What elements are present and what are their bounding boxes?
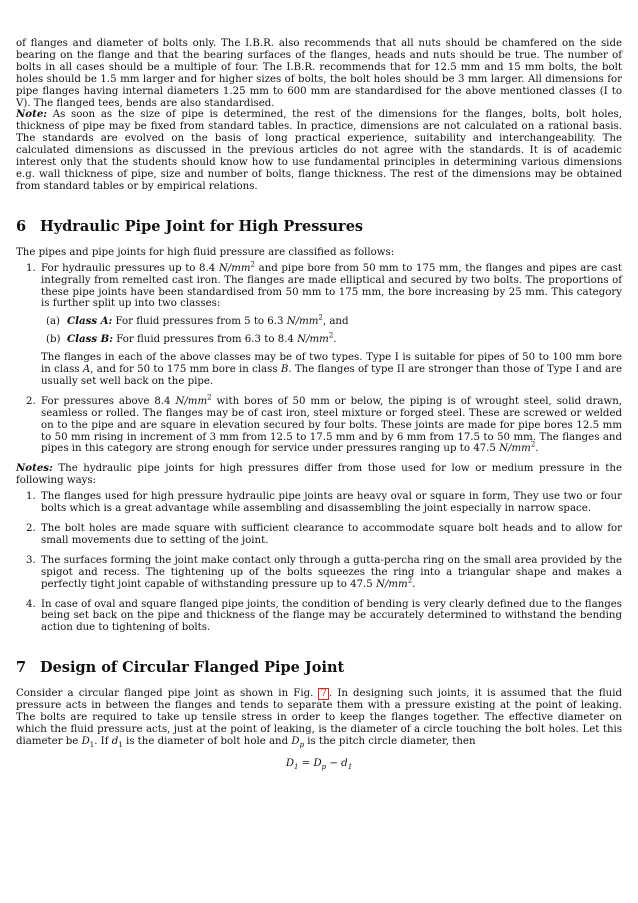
list-item: (a) Class A: For fluid pressures from 5 to 6.3 $N/mm^2$, and	[46, 313, 349, 328]
intro-paragraph: of flanges and diameter of bolts only. The I.B.R. also recommends that all nuts should be chamfered on the side bearing on the flange and that the bearing surfaces of the flanges, heads and nuts should be true. The number of bolts in all cases should be a multiple of four. The I.B.R. recommends that for 12.5 mm and 15 mm bolts, the bolt holes should be 1.5 mm larger and for higher sizes of bolts, the bolt holes should be 3 mm larger. All dimensions for pipe flanges having internal diameters 1.25 mm to 600 mm are standardised for the above mentioned classes (I to V). The flanged tees, bends are also standardised.	[16, 38, 622, 109]
section-7-heading	[16, 660, 622, 676]
section-7-title: Design of Circular Flanged Pipe Joint	[40, 659, 345, 677]
list-item: 3. The surfaces forming the joint make contact only through a gutta-percha ring on the small area provided by the spigot and recess. The tightening up of the bolts squeezes the ring into a triangular shape and makes a perfectly tight joint capable of withstanding pressure up to 47.5 $N/mm^2$.	[26, 554, 622, 590]
classification-list	[16, 260, 623, 456]
list-item: (b) Class B: For fluid pressures from 6.3 to 8.4 $N/mm^2$.	[46, 331, 337, 346]
figure-link[interactable]: 7	[320, 688, 327, 700]
list-item: 1. The flanges used for high pressure hydraulic pipe joints are heavy oval or square in form, They use two or four bolts which is a great advantage while assembling and disassembling the joint especially in narrow space.	[26, 491, 622, 515]
note-paragraph	[16, 109, 622, 192]
list-marker: 1.	[26, 262, 36, 274]
list-item: 4. In case of oval and square flanged pipe joints, the condition of bending is very clearly defined due to the flanges being set back on the pipe and thickness of the flange may be accurately determined to withstand the bending action due to tightening of bolts.	[26, 598, 622, 634]
section-7-number: 7	[16, 659, 27, 677]
list-item: 1. For hydraulic pressures up to 8.4 $N/mm^2$ and pipe bore from 50 mm to 175 mm, the flanges and pipes are cast integrally from remelted cast iron. The flanges are made elliptical and secured by two bolts. The proportions of these pipe joints have been standardised from 50 mm to 175 mm, the bore increasing by 25 mm. This category is further split up into two classes: (a) Class A: For fluid pressures from 5 to 6.3 $N/mm^2$, and (b) Class B: For fluid pressures from 6.3 to 8.4 $N/mm^2$. The flanges in each of the above classes may be of two types. Type I is suitable for pipes of 50 to 100 mm bore in class A, and for 50 to 175 mm bore in class B. The flanges of type II are stronger than those of Type I and are usually set well back on the pipe.	[26, 260, 622, 387]
class-list	[41, 313, 622, 346]
notes-paragraph	[16, 463, 622, 487]
note-text: As soon as the size of pipe is determined, the rest of the dimensions for the flanges, bolts, bolt holes, thickness of pipe may be fixed from standard tables. In practice, dimensions are not calculated on a rational basis. The standards are evolved on the basis of long practical experience, suitability and interchangeability. The calculated dimensions as discussed in the previous articles do not agree with the standards. It is of academic interest only that the students should know how to use fundamental principles in determining various dimensions e.g. wall thickness of pipe, size and number of bolts, flange thickness. The rest of the dimensions may be obtained from standard tables or by empirical relations.	[16, 109, 622, 192]
section-6-title: Hydraulic Pipe Joint for High Pressures	[40, 217, 364, 235]
notes-label: Notes:	[16, 462, 53, 475]
section-7-paragraph: Consider a circular flanged pipe joint as shown in Fig. 7 . In designing such joints, it is assumed that the fluid pressure acts in between the flanges and tends to separate them with a pressure existing at the point of leaking. The bolts are required to take up tensile stress in order to keep the flanges together. The effective diameter on which the fluid pressure acts, just at the point of leaking, is the diameter of a circle touching the bolt holes. Let this diameter be $D_1$. If $d_1$ is the diameter of bolt hole and $D_p$ is the pitch circle diameter, then	[16, 688, 622, 749]
section-6-heading	[16, 219, 622, 235]
equation: $D_1 = D_p - d_1$	[285, 757, 353, 771]
list-item: 2. For pressures above 8.4 $N/mm^2$ with bores of 50 mm or below, the piping is of wrought steel, solid drawn, seamless or rolled. The flanges may be of cast iron, steel mixture or forged steel. These are screwed or welded on to the pipe and are square in elevation secured by four bolts. These joints are made for pipe bores 12.5 mm to 50 mm rising in increment of 3 mm from 12.5 to 17.5 mm and by 6 mm from 17.5 to 50 mm. The flanges and pipes in this category are strong enough for service under pressures ranging up to 47.5 $N/mm^2$.	[26, 393, 623, 455]
section-6-intro: The pipes and pipe joints for high fluid pressure are classified as follows:	[16, 246, 395, 258]
list-marker: 2.	[26, 395, 36, 407]
section-6-number: 6	[16, 217, 27, 235]
notes-text: The hydraulic pipe joints for high pressures differ from those used for low or medium pressure in the following ways:	[16, 463, 622, 487]
note-label: Note:	[16, 108, 48, 121]
differences-list	[16, 491, 622, 634]
list-item: 2. The bolt holes are made square with sufficient clearance to accommodate square bolt heads and to allow for small movements due to setting of the joint.	[26, 523, 622, 546]
